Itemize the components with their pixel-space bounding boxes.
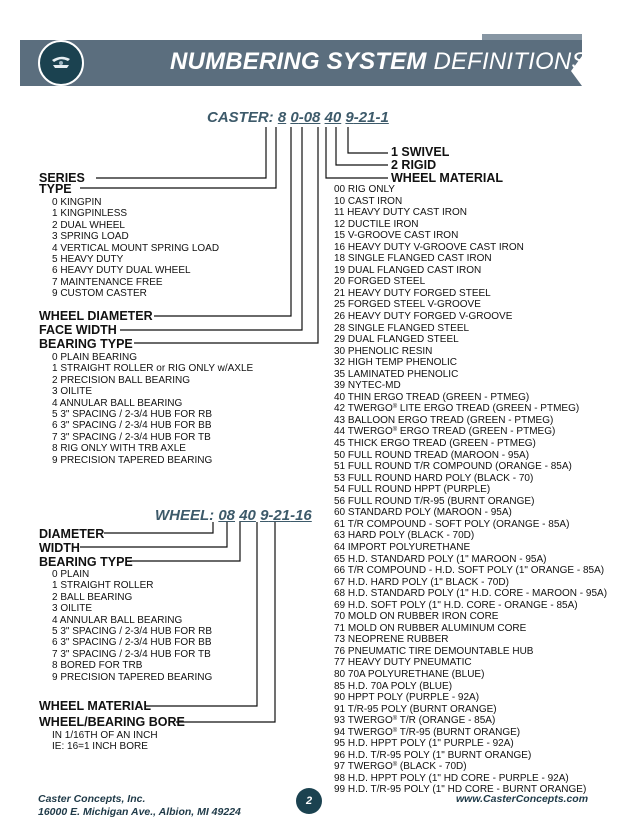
bearing-item: 9 PRECISION TAPERED BEARING xyxy=(52,454,213,466)
type-item: 7 MAINTENANCE FREE xyxy=(52,276,163,288)
label-rigid: 2 RIGID xyxy=(391,158,437,172)
label-wheel-material: WHEEL MATERIAL xyxy=(39,699,152,713)
bearing-item: 8 RIG ONLY WITH TRB AXLE xyxy=(52,443,186,455)
material-item: 40 THIN ERGO TREAD (GREEN - PTMEG) xyxy=(334,391,530,403)
wheel-code-material: -21 xyxy=(268,507,291,524)
bearing-item: 7 3" SPACING / 2-3/4 HUB FOR TB xyxy=(52,431,211,443)
label-diameter: DIAMETER xyxy=(39,527,105,541)
footer-website: www.CasterConcepts.com xyxy=(456,793,589,805)
material-item: 97 TWERGO® (BLACK - 70D) xyxy=(334,761,467,773)
label-bearing-type: BEARING TYPE xyxy=(39,337,133,351)
bearing-item: 5 3" SPACING / 2-3/4 HUB FOR RB xyxy=(52,409,213,421)
material-item: 73 NEOPRENE RUBBER xyxy=(334,634,449,646)
label-series: SERIES xyxy=(39,171,85,185)
material-item: 94 TWERGO® T/R-95 (BURNT ORANGE) xyxy=(334,726,521,738)
material-item: 96 H.D. T/R-95 POLY (1" BURNT ORANGE) xyxy=(334,749,532,761)
wheel-bearing-item: 0 PLAIN xyxy=(52,569,90,580)
wheel-code-bearing: 9 xyxy=(260,507,269,524)
caster-bearing-list xyxy=(52,352,253,466)
footer-company-block xyxy=(38,793,241,819)
material-item: 50 FULL ROUND TREAD (MAROON - 95A) xyxy=(334,449,530,461)
wheel-bearing-list xyxy=(52,569,212,683)
label-width: WIDTH xyxy=(39,541,80,555)
bearing-item: 3 OILITE xyxy=(52,386,93,398)
material-item: 12 DUCTILE IRON xyxy=(334,218,419,230)
material-item: 67 H.D. HARD POLY (1" BLACK - 70D) xyxy=(334,576,509,588)
material-item: 69 H.D. SOFT POLY (1" H.D. CORE - ORANGE - 85A) xyxy=(334,599,578,611)
material-item: 29 DUAL FLANGED STEEL xyxy=(334,334,459,346)
type-item: 2 DUAL WHEEL xyxy=(52,219,125,231)
material-item: 44 TWERGO® ERGO TREAD (GREEN - PTMEG) xyxy=(334,426,556,438)
material-item: 76 PNEUMATIC TIRE DEMOUNTABLE HUB xyxy=(334,645,534,657)
caster-code-type: 0 xyxy=(290,109,299,126)
material-item: 11 HEAVY DUTY CAST IRON xyxy=(334,207,468,219)
material-item: 19 DUAL FLANGED CAST IRON xyxy=(334,264,482,276)
material-item: 90 HPPT POLY (PURPLE - 92A) xyxy=(334,692,480,704)
material-item: 45 THICK ERGO TREAD (GREEN - PTMEG) xyxy=(334,438,536,450)
material-item: 91 T/R-95 POLY (BURNT ORANGE) xyxy=(334,703,497,715)
caster-code-prefix: CASTER: xyxy=(207,109,274,126)
title-bold: NUMBERING SYSTEM xyxy=(170,48,427,75)
material-item: 51 FULL ROUND T/R COMPOUND (ORANGE - 85A) xyxy=(334,461,572,473)
label-wheel-bearing-bore: WHEEL/BEARING BORE xyxy=(39,715,185,729)
label-swivel: 1 SWIVEL xyxy=(391,145,450,159)
wheel-bearing-item: 4 ANNULAR BALL BEARING xyxy=(52,614,183,626)
material-item: 70 MOLD ON RUBBER IRON CORE xyxy=(334,611,499,623)
wheel-code xyxy=(155,507,312,524)
material-item: 10 CAST IRON xyxy=(334,195,403,207)
material-item: 80 70A POLYURETHANE (BLUE) xyxy=(334,668,485,680)
label-wheel-bearing-type: BEARING TYPE xyxy=(39,555,133,569)
material-item: 56 FULL ROUND T/R-95 (BURNT ORANGE) xyxy=(334,495,535,507)
material-item: 35 LAMINATED PHENOLIC xyxy=(334,368,459,380)
line-series xyxy=(96,127,266,178)
wheel-bearing-item: 1 STRAIGHT ROLLER xyxy=(52,580,154,592)
bore-list xyxy=(52,730,158,753)
wheel-bearing-item: 2 BALL BEARING xyxy=(52,591,133,603)
material-item: 93 TWERGO® T/R (ORANGE - 85A) xyxy=(334,715,496,727)
type-item: 4 VERTICAL MOUNT SPRING LOAD xyxy=(52,242,220,254)
bearing-item: 2 PRECISION BALL BEARING xyxy=(52,374,191,386)
material-item: 60 STANDARD POLY (MAROON - 95A) xyxy=(334,507,512,519)
material-item: 21 HEAVY DUTY FORGED STEEL xyxy=(334,287,491,299)
material-item: 39 NYTEC-MD xyxy=(334,380,401,392)
type-item: 1 KINGPINLESS xyxy=(52,208,128,220)
wheel-code-diameter: 08 xyxy=(218,507,236,524)
line-type xyxy=(80,127,276,188)
wheel-material-list xyxy=(334,184,607,796)
material-item: 42 TWERGO® LITE ERGO TREAD (GREEN - PTMEG) xyxy=(334,403,580,415)
wheel-code-prefix: WHEEL: xyxy=(155,507,215,524)
bearing-item: 4 ANNULAR BALL BEARING xyxy=(52,397,183,409)
wheel-bearing-item: 9 PRECISION TAPERED BEARING xyxy=(52,671,213,683)
wheel-bearing-item: 6 3" SPACING / 2-3/4 HUB FOR BB xyxy=(52,637,212,649)
material-item: 66 T/R COMPOUND - H.D. SOFT POLY (1" ORANGE - 85A) xyxy=(334,565,605,577)
wheel-bearing-item: 3 OILITE xyxy=(52,603,93,615)
material-item: 68 H.D. STANDARD POLY (1" H.D. CORE - MAROON - 95A) xyxy=(334,588,608,600)
material-item: 43 BALLOON ERGO TREAD (GREEN - PTMEG) xyxy=(334,414,554,426)
bearing-item: 6 3" SPACING / 2-3/4 HUB FOR BB xyxy=(52,420,212,432)
material-item: 85 H.D. 70A POLY (BLUE) xyxy=(334,680,453,692)
caster-code-series: 8 xyxy=(277,109,287,126)
label-wheel-material-caster: WHEEL MATERIAL xyxy=(391,171,504,185)
material-item: 98 H.D. HPPT POLY (1" HD CORE - PURPLE - 92A) xyxy=(334,772,569,784)
material-item: 25 FORGED STEEL V-GROOVE xyxy=(334,299,481,311)
caster-code-swivel: -1 xyxy=(375,109,389,126)
material-item: 61 T/R COMPOUND - SOFT POLY (ORANGE - 85A) xyxy=(334,518,570,530)
footer-address: 16000 E. Michigan Ave., Albion, MI 49224 xyxy=(38,806,241,818)
material-item: 15 V-GROOVE CAST IRON xyxy=(334,230,459,242)
bore-item: IN 1/16TH OF AN INCH xyxy=(52,730,158,741)
material-item: 26 HEAVY DUTY FORGED V-GROOVE xyxy=(334,311,513,323)
bore-item: IE: 16=1 INCH BORE xyxy=(52,741,148,753)
caster-code-material: -21 xyxy=(353,109,376,126)
caster-code xyxy=(207,109,389,126)
wheel-bearing-item: 8 BORED FOR TRB xyxy=(52,660,143,672)
wheel-code-bore: -16 xyxy=(290,507,312,524)
caster-code-bearing: 9 xyxy=(345,109,354,126)
material-item: 99 H.D. T/R-95 POLY (1" HD CORE - BURNT ORANGE) xyxy=(334,784,587,796)
material-item: 00 RIG ONLY xyxy=(334,184,395,195)
material-item: 95 H.D. HPPT POLY (1" PURPLE - 92A) xyxy=(334,738,514,750)
line-wheel-bearing-type xyxy=(130,522,240,561)
type-item: 3 SPRING LOAD xyxy=(52,231,129,243)
material-item: 64 IMPORT POLYURETHANE xyxy=(334,541,471,553)
title-light: DEFINITIONS xyxy=(433,48,588,75)
material-item: 77 HEAVY DUTY PNEUMATIC xyxy=(334,657,472,669)
material-item: 30 PHENOLIC RESIN xyxy=(334,345,433,357)
type-list xyxy=(52,197,219,300)
label-face-width: FACE WIDTH xyxy=(39,323,117,337)
line-rigid xyxy=(336,127,388,165)
material-item: 20 FORGED STEEL xyxy=(334,276,426,288)
wheel-bearing-item: 5 3" SPACING / 2-3/4 HUB FOR RB xyxy=(52,626,213,638)
footer-company: Caster Concepts, Inc. xyxy=(38,793,146,805)
caster-code-diameter: -08 xyxy=(298,109,321,126)
material-item: 18 SINGLE FLANGED CAST IRON xyxy=(334,253,492,265)
material-item: 28 SINGLE FLANGED STEEL xyxy=(334,322,470,334)
material-item: 63 HARD POLY (BLACK - 70D) xyxy=(334,530,475,542)
wheel-code-width: 40 xyxy=(239,507,256,524)
wheel-bearing-item: 7 3" SPACING / 2-3/4 HUB FOR TB xyxy=(52,648,211,660)
page-number-badge: 2 xyxy=(296,788,322,814)
type-item: 9 CUSTOM CASTER xyxy=(52,288,147,300)
label-type: TYPE xyxy=(39,182,72,196)
line-swivel xyxy=(348,127,388,153)
type-item: 0 KINGPIN xyxy=(52,197,102,208)
material-item: 65 H.D. STANDARD POLY (1" MAROON - 95A) xyxy=(334,553,547,565)
material-item: 53 FULL ROUND HARD POLY (BLACK - 70) xyxy=(334,472,534,484)
caster-code-width: 40 xyxy=(324,109,342,126)
material-item: 54 FULL ROUND HPPT (PURPLE) xyxy=(334,484,491,496)
type-item: 6 HEAVY DUTY DUAL WHEEL xyxy=(52,265,191,277)
material-item: 71 MOLD ON RUBBER ALUMINUM CORE xyxy=(334,622,527,634)
material-item: 16 HEAVY DUTY V-GROOVE CAST IRON xyxy=(334,241,524,253)
type-item: 5 HEAVY DUTY xyxy=(52,254,124,266)
material-item: 32 HIGH TEMP PHENOLIC xyxy=(334,357,457,369)
label-wheel-diameter: WHEEL DIAMETER xyxy=(39,309,153,323)
bearing-item: 0 PLAIN BEARING xyxy=(52,352,138,363)
bearing-item: 1 STRAIGHT ROLLER or RIG ONLY w/AXLE xyxy=(52,363,254,375)
